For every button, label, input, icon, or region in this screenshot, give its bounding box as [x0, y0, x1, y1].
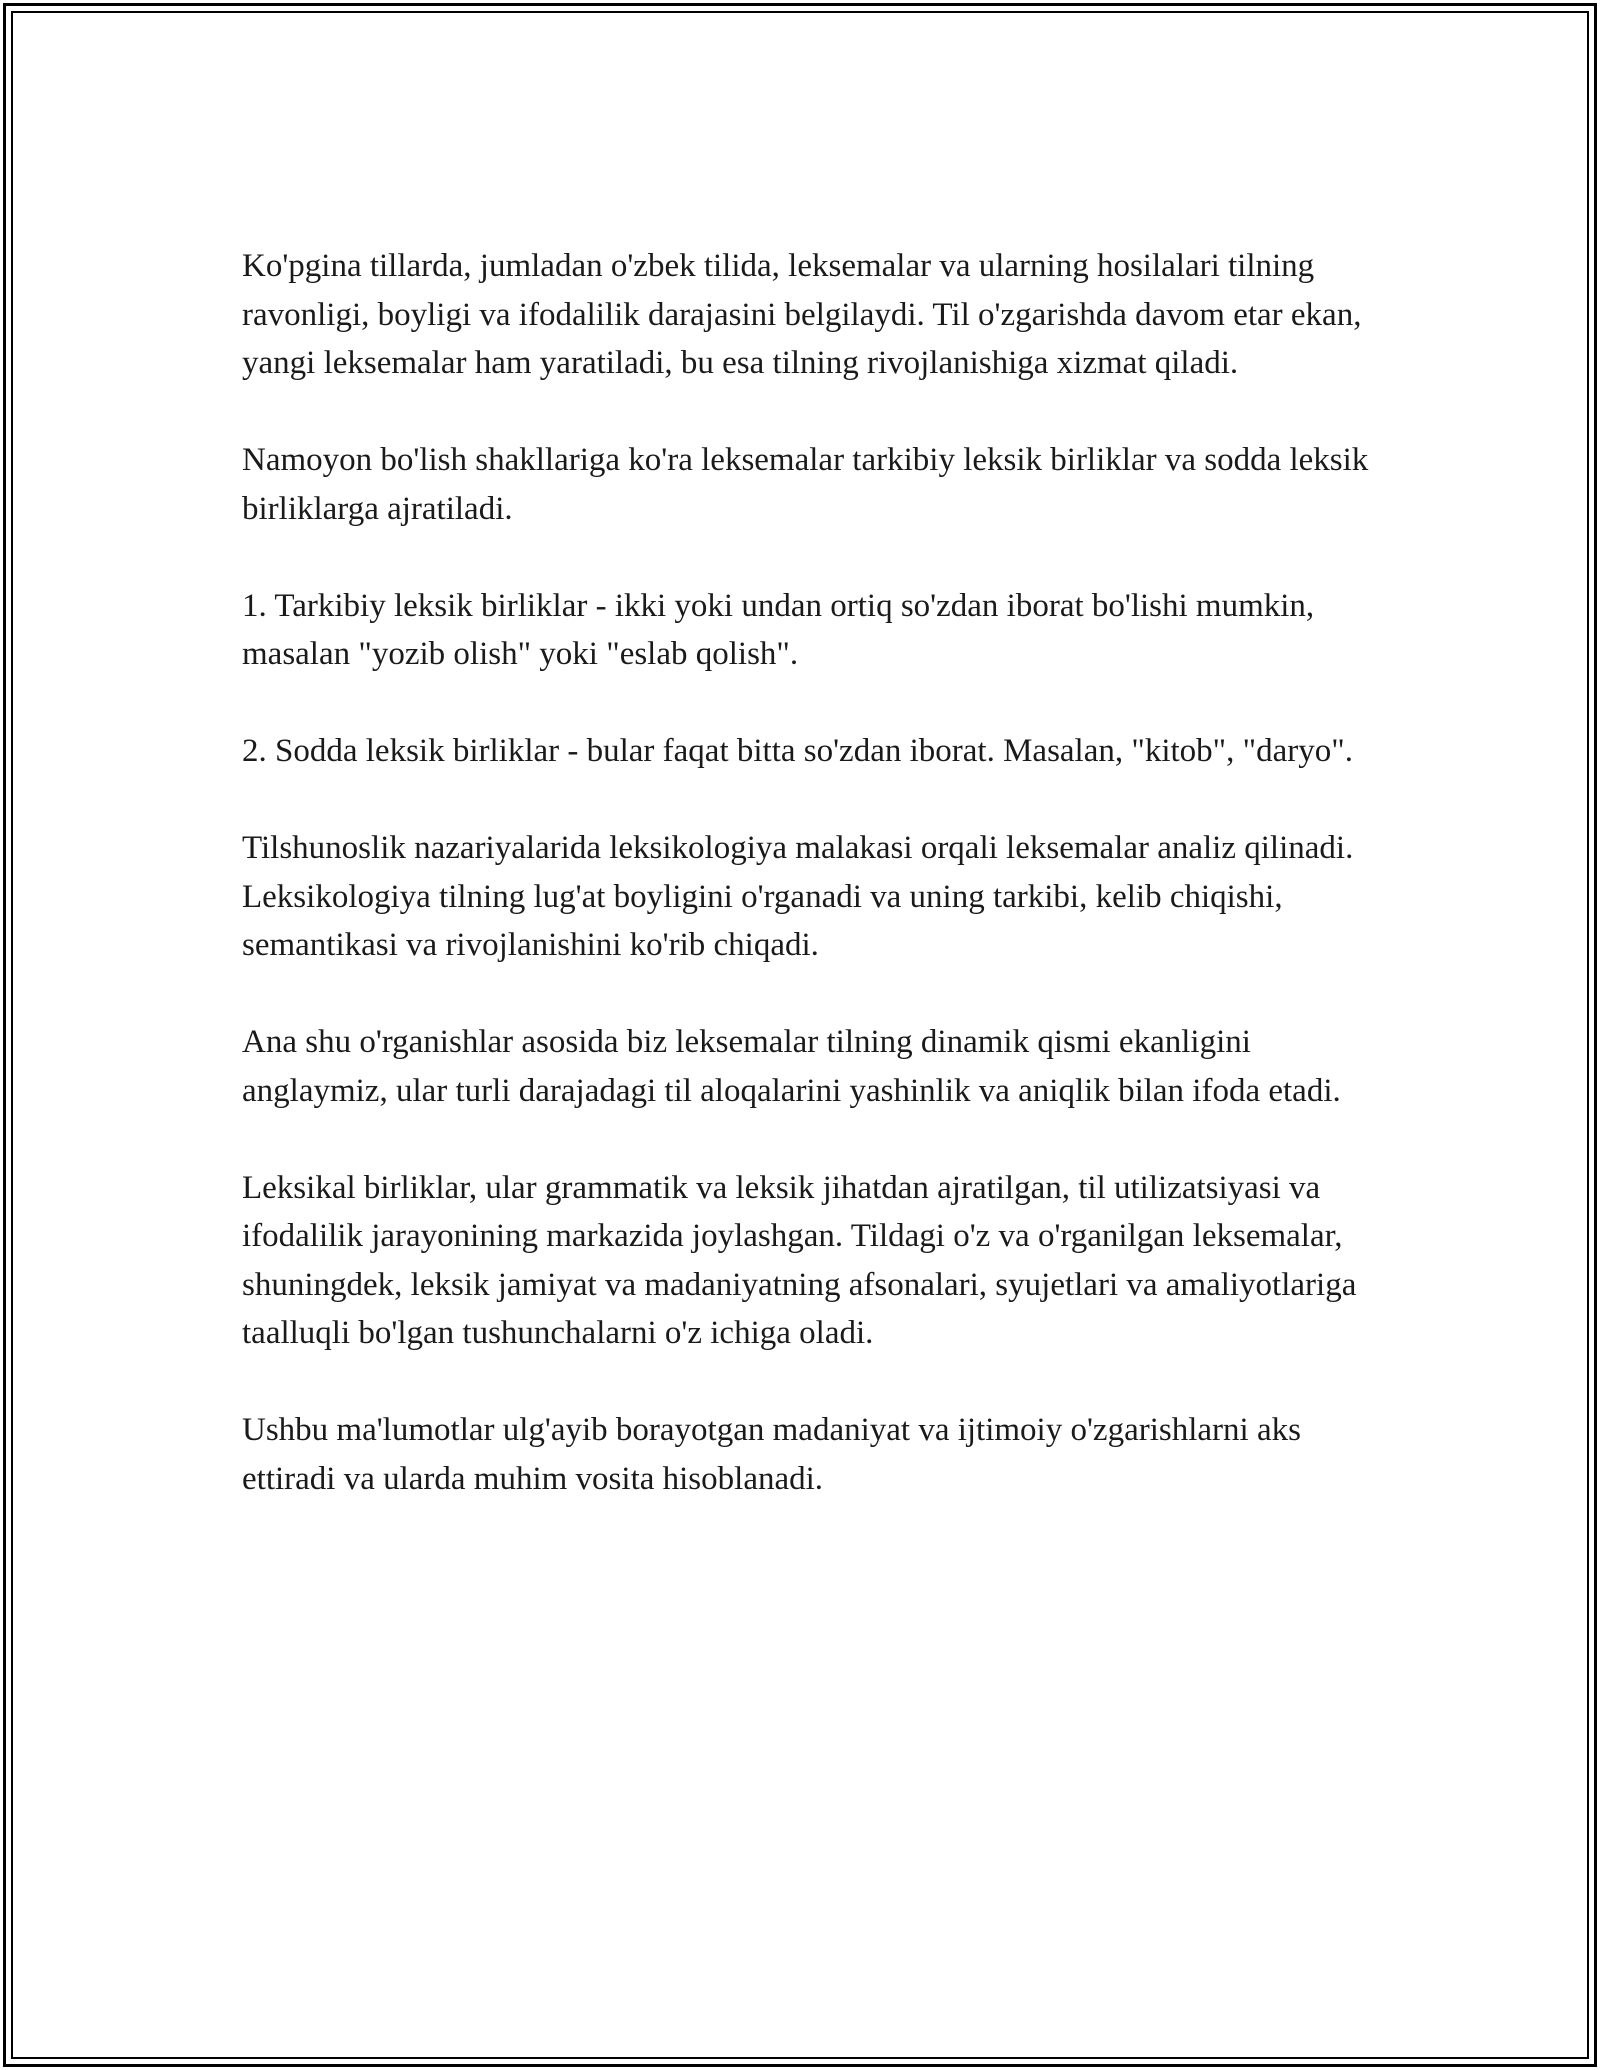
paragraph-lexicology: Tilshunoslik nazariyalarida leksikologiya malakasi orqali leksemalar analiz qilinadi. Leksikologiya tilning lug'at boyligini o'rganadi va uning tarkibi, kelib chiqishi, semantikasi va rivojlanishini ko'rib chiqadi.: [242, 830, 1354, 963]
paragraph-classification: Namoyon bo'lish shakllariga ko'ra leksemalar tarkibiy leksik birliklar va sodda leksik birliklarga ajratiladi.: [242, 442, 1369, 527]
paragraph-simple-units: 2. Sodda leksik birliklar - bular faqat bitta so'zdan iborat. Masalan, "kitob", "daryo".: [242, 733, 1353, 769]
paragraph-conclusion: Ushbu ma'lumotlar ulg'ayib borayotgan madaniyat va ijtimoiy o'zgarishlarni aks ettiradi va ularda muhim vosita hisoblanadi.: [242, 1412, 1301, 1497]
paragraph-lexical-units: Leksikal birliklar, ular grammatik va leksik jihatdan ajratilgan, til utilizatsiyasi va ifodalilik jarayonining markazida joylashgan. Tildagi o'z va o'rganilgan leksemalar, shuningdek, leksik jamiyat va madaniyatning afsonalari, syujetlari va amaliyotlariga taalluqli bo'lgan tushunchalarni o'z ichiga oladi.: [242, 1169, 1357, 1351]
document-body: [242, 242, 1382, 1503]
page-border: [3, 3, 1597, 2067]
paragraph-intro: Ko'pgina tillarda, jumladan o'zbek tilida, leksemalar va ularning hosilalari tilning ravonligi, boyligi va ifodalilik darajasini belgilaydi. Til o'zgarishda davom etar ekan, yangi leksemalar ham yaratiladi, bu esa tilning rivojlanishiga xizmat qiladi.: [242, 248, 1362, 381]
paragraph-dynamic-part: Ana shu o'rganishlar asosida biz leksemalar tilning dinamik qismi ekanligini anglaymiz, ular turli darajadagi til aloqalarini yashinlik va aniqlik bilan ifoda etadi.: [242, 1024, 1341, 1109]
paragraph-compound-units: 1. Tarkibiy leksik birliklar - ikki yoki undan ortiq so'zdan iborat bo'lishi mumkin, masalan "yozib olish" yoki "eslab qolish".: [242, 587, 1315, 672]
